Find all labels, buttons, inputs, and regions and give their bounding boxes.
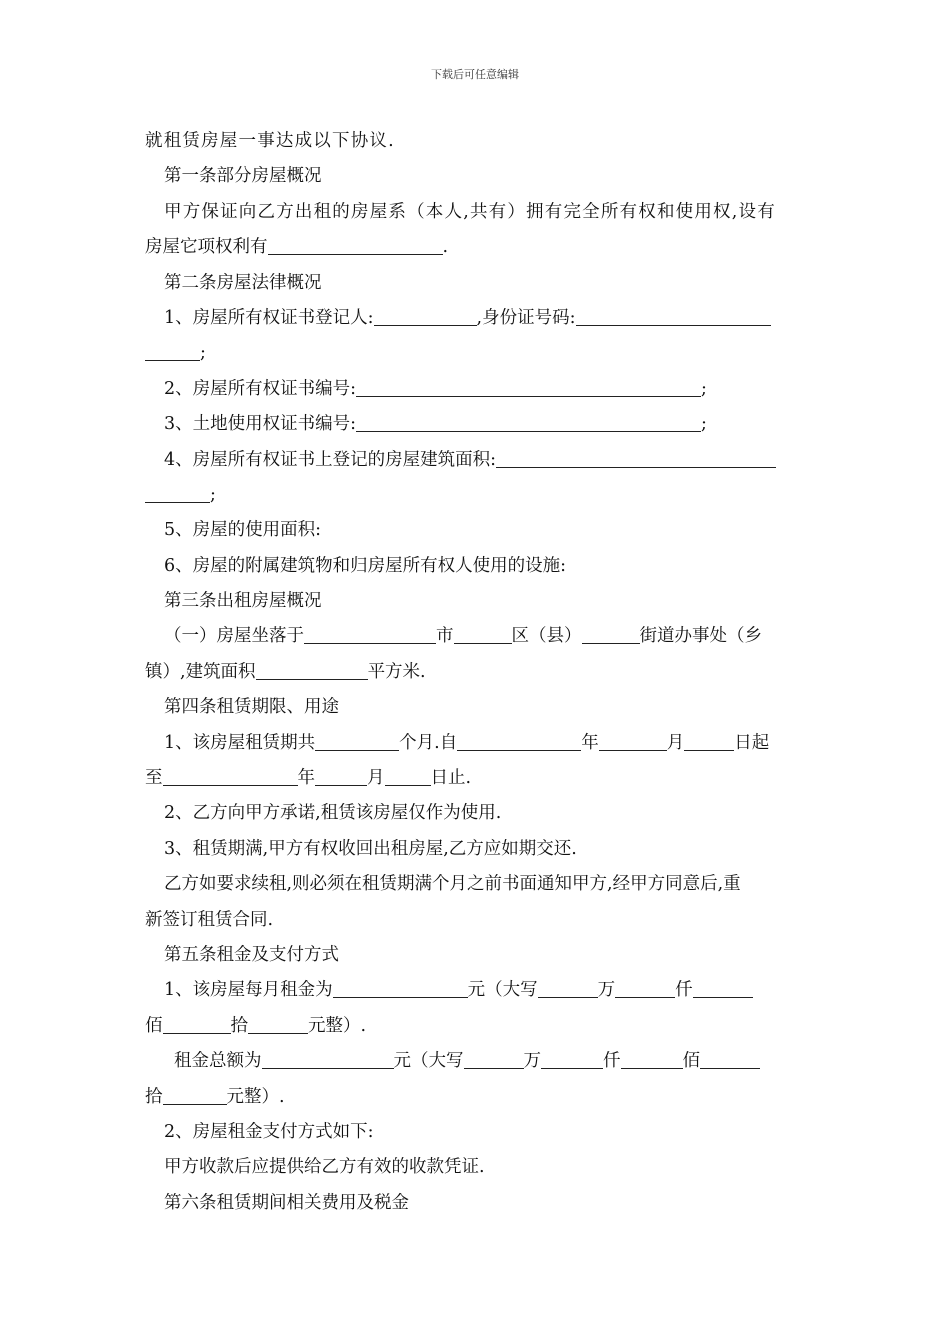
text-segment: ; <box>701 378 707 399</box>
paragraph-line: 甲方收款后应提供给乙方有效的收款凭证. <box>164 1157 485 1178</box>
blank-field[interactable] <box>356 414 701 433</box>
text-segment: 平方米. <box>367 661 426 682</box>
text-segment: 1、该房屋每月租金为 <box>164 980 333 1001</box>
text-segment: 月 <box>666 732 685 753</box>
blank-field[interactable] <box>356 378 701 397</box>
text-segment: 区（县） <box>511 626 582 647</box>
paragraph-line <box>145 336 807 371</box>
text-segment: 个月.自 <box>399 732 458 753</box>
blank-field[interactable] <box>454 626 512 645</box>
blank-field[interactable] <box>163 768 298 787</box>
blank-field[interactable] <box>315 768 367 787</box>
paragraph-line <box>145 301 807 336</box>
paragraph-line: 新签订租赁合同. <box>145 909 274 930</box>
blank-field[interactable] <box>333 980 468 999</box>
text-segment: ; <box>200 343 206 364</box>
text-segment: 万 <box>523 1051 541 1072</box>
blank-field[interactable] <box>576 307 771 326</box>
text-segment: 年 <box>297 768 315 789</box>
text-segment: 拾 <box>230 1015 248 1036</box>
paragraph-line <box>145 478 807 513</box>
blank-field[interactable] <box>464 1051 524 1070</box>
text-segment: 月 <box>367 768 385 789</box>
blank-field[interactable] <box>457 732 581 751</box>
section-heading: 第四条租赁期限、用途 <box>164 697 339 718</box>
section-heading: 第二条房屋法律概况 <box>164 272 322 293</box>
blank-field[interactable] <box>693 980 753 999</box>
text-segment: （一）房屋坐落于 <box>164 626 304 647</box>
blank-field[interactable] <box>304 626 436 645</box>
text-segment: 房屋它项权利有 <box>145 237 268 258</box>
blank-field[interactable] <box>541 1051 603 1070</box>
blank-field[interactable] <box>163 1015 231 1034</box>
text-segment: 日起 <box>734 732 770 753</box>
blank-field[interactable] <box>262 1051 394 1070</box>
text-segment: . <box>442 237 449 258</box>
paragraph-line <box>145 973 807 1008</box>
blank-field[interactable] <box>538 980 598 999</box>
text-segment: 3、土地使用权证书编号: <box>164 414 357 435</box>
section-heading: 第六条租赁期间相关费用及税金 <box>164 1192 409 1213</box>
paragraph-line <box>145 726 807 761</box>
section-heading: 第三条出租房屋概况 <box>164 591 322 612</box>
paragraph-line <box>145 407 807 442</box>
paragraph-line: 乙方如要求续租,则必须在租赁期满个月之前书面通知甲方,经甲方同意后,重 <box>164 874 741 895</box>
paragraph-line: 6、房屋的附属建筑物和归房屋所有权人使用的设施: <box>164 555 567 576</box>
text-segment: ,身份证号码: <box>476 307 576 328</box>
page-header: 下载后可任意编辑 <box>431 68 519 81</box>
paragraph-line <box>145 619 807 654</box>
text-segment: 佰 <box>682 1051 700 1072</box>
text-segment: 佰 <box>145 1015 163 1036</box>
text-segment: 仟 <box>675 980 693 1001</box>
paragraph-line <box>145 372 807 407</box>
blank-field[interactable] <box>700 1051 760 1070</box>
paragraph-line <box>145 443 807 478</box>
text-segment: 4、房屋所有权证书上登记的房屋建筑面积: <box>164 449 497 470</box>
text-segment: 镇）,建筑面积 <box>145 661 256 682</box>
blank-field[interactable] <box>582 626 640 645</box>
paragraph-line <box>145 1009 807 1044</box>
paragraph-line <box>145 655 807 690</box>
text-segment: 元整）. <box>226 1086 285 1107</box>
text-segment: 元（大写 <box>393 1051 464 1072</box>
blank-field[interactable] <box>621 1051 683 1070</box>
blank-field[interactable] <box>684 732 734 751</box>
paragraph-line: 2、乙方向甲方承诺,租赁该房屋仅作为使用. <box>164 803 502 824</box>
blank-field[interactable] <box>145 343 200 362</box>
blank-field[interactable] <box>374 307 477 326</box>
paragraph-line: 5、房屋的使用面积: <box>164 520 322 541</box>
text-segment: 元整）. <box>308 1015 367 1036</box>
paragraph-line <box>145 761 807 796</box>
paragraph-line: 甲方保证向乙方出租的房屋系（本人,共有）拥有完全所有权和使用权,设有 <box>164 201 776 222</box>
paragraph-line: 就租赁房屋一事达成以下协议. <box>145 131 395 151</box>
text-segment: 租金总额为 <box>174 1051 262 1072</box>
blank-field[interactable] <box>268 237 443 256</box>
text-segment: 2、房屋所有权证书编号: <box>164 378 357 399</box>
blank-field[interactable] <box>145 484 210 503</box>
text-segment: 街道办事处（乡 <box>639 626 762 647</box>
blank-field[interactable] <box>615 980 675 999</box>
text-segment: ; <box>210 484 216 505</box>
blank-field[interactable] <box>248 1015 308 1034</box>
blank-field[interactable] <box>599 732 667 751</box>
blank-field[interactable] <box>385 768 431 787</box>
blank-field[interactable] <box>256 661 368 680</box>
section-heading: 第一条部分房屋概况 <box>164 166 322 187</box>
text-segment: 年 <box>581 732 599 753</box>
text-segment: 日止. <box>430 768 472 789</box>
paragraph-line: 2、房屋租金支付方式如下: <box>164 1121 374 1142</box>
text-segment: 市 <box>436 626 454 647</box>
text-segment: 仟 <box>603 1051 621 1072</box>
paragraph-line <box>145 1044 807 1079</box>
blank-field[interactable] <box>496 449 776 468</box>
text-segment: ; <box>701 414 707 435</box>
text-segment: 1、该房屋租赁期共 <box>164 732 316 753</box>
text-segment: 拾 <box>145 1086 163 1107</box>
text-segment: 元（大写 <box>467 980 538 1001</box>
contract-body <box>145 124 807 1221</box>
paragraph-line <box>145 230 807 265</box>
paragraph-line <box>145 1080 807 1115</box>
text-segment: 至 <box>145 768 163 789</box>
text-segment: 1、房屋所有权证书登记人: <box>164 307 374 328</box>
paragraph-line: 3、租赁期满,甲方有权收回出租房屋,乙方应如期交还. <box>164 838 577 859</box>
section-heading: 第五条租金及支付方式 <box>164 944 339 965</box>
blank-field[interactable] <box>163 1086 227 1105</box>
text-segment: 万 <box>597 980 616 1001</box>
blank-field[interactable] <box>315 732 399 751</box>
